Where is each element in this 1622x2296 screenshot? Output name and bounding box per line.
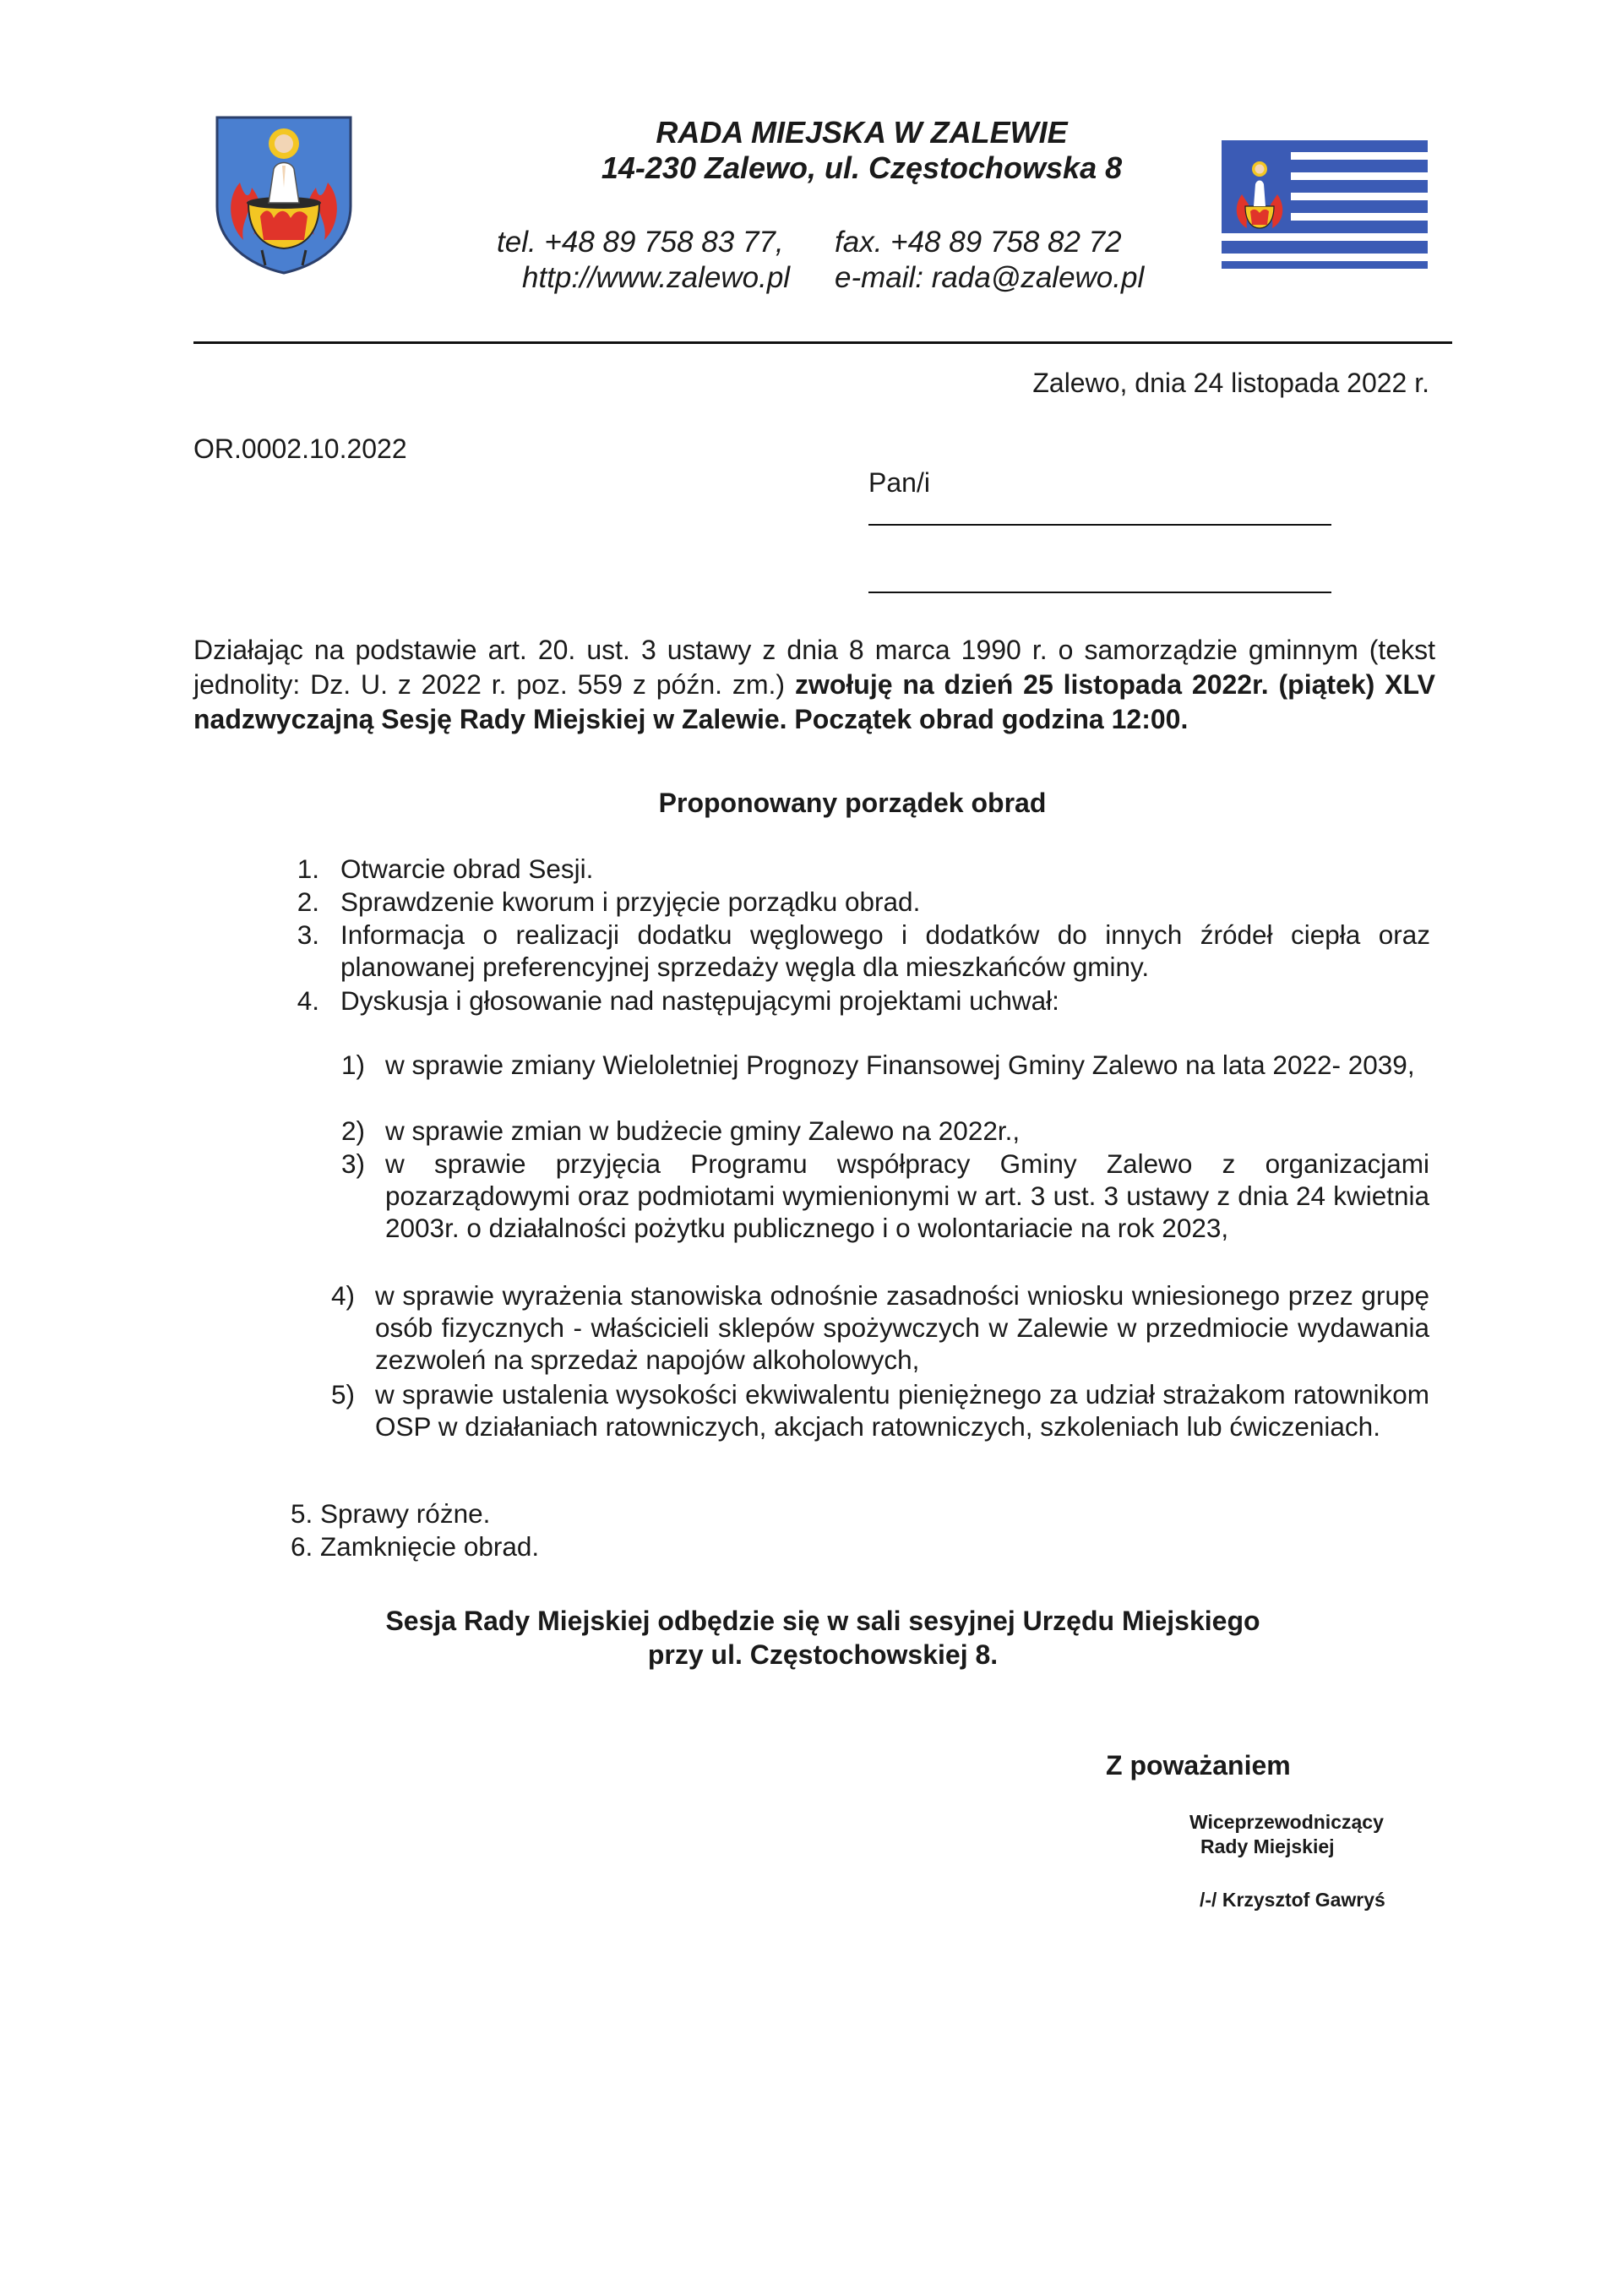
session-location-line-1: Sesja Rady Miejskiej odbędzie się w sali sesyjnej Urzędu Miejskiego	[385, 1606, 1260, 1636]
list-item-number: 3.	[297, 919, 319, 950]
coat-of-arms-emblem	[215, 115, 353, 275]
document-reference-number: OR.0002.10.2022	[193, 434, 407, 464]
website-link: http://www.zalewo.pl	[522, 261, 791, 294]
list-item-text: Dyskusja i głosowanie nad następującymi projektami uchwał:	[340, 985, 1059, 1016]
agenda-title: Proponowany porządek obrad	[658, 788, 1047, 818]
convocation-legal-basis: Działając na podstawie art. 20. ust. 3 ustawy z dnia 8 marca 1990 r. o samorządzie gminnym (tekst jednolity: Dz. U. z 2022 r. poz. 559 z późn. zm.)	[193, 635, 1435, 700]
convocation-paragraph	[193, 633, 1435, 737]
recipient-line-1	[868, 524, 1331, 526]
session-location-line-2: przy ul. Częstochowskiej 8.	[647, 1639, 999, 1670]
email-address: e-mail: rada@zalewo.pl	[835, 261, 1145, 294]
list-item-number: 2)	[340, 1115, 365, 1146]
org-name: RADA MIEJSKA W ZALEWIE	[656, 115, 1068, 150]
phone-number: tel. +48 89 758 83 77,	[497, 226, 784, 259]
list-item-number: 2.	[297, 886, 319, 917]
convocation-session-details: zwołuję na dzień 25 listopada 2022r. (piątek) XLV nadzwyczajną Sesję Rady Miejskiej w Zalewie. Początek obrad godzina 12:00.	[193, 669, 1436, 734]
header-divider	[193, 341, 1452, 344]
list-item-text: w sprawie zmian w budżecie gminy Zalewo na 2022r.,	[385, 1115, 1021, 1146]
municipal-flag-emblem	[1222, 140, 1428, 269]
list-item-number: 4)	[330, 1280, 355, 1311]
list-item-sprawy-rozne: 5. Sprawy różne.	[291, 1498, 491, 1529]
signatory-name: /-/ Krzysztof Gawryś	[1200, 1889, 1385, 1911]
list-item-text: w sprawie zmiany Wieloletniej Prognozy Finansowej Gminy Zalewo na lata 2022- 2039,	[385, 1050, 1415, 1080]
fax-number: fax. +48 89 758 82 72	[835, 226, 1122, 259]
list-item-text: w sprawie ustalenia wysokości ekwiwalentu pieniężnego za udział strażakom ratownikom OSP w działaniach ratowniczych, akcjach ratowniczych, szkoleniach lub ćwiczeniach.	[375, 1379, 1429, 1442]
list-item-number: 1)	[340, 1050, 365, 1080]
document-date: Zalewo, dnia 24 listopada 2022 r.	[1032, 368, 1429, 398]
closing-regards: Z poważaniem	[1106, 1750, 1291, 1781]
list-item-number: 3)	[340, 1148, 365, 1179]
list-item-number: 1.	[297, 854, 319, 884]
org-address: 14-230 Zalewo, ul. Częstochowska 8	[601, 150, 1123, 185]
list-item-zamkniecie: 6. Zamknięcie obrad.	[291, 1531, 540, 1562]
signatory-title-line-1: Wiceprzewodniczący	[1189, 1811, 1384, 1833]
list-item-number: 5)	[330, 1379, 355, 1410]
signatory-title-line-2: Rady Miejskiej	[1200, 1835, 1335, 1857]
list-item-number: 4.	[297, 985, 319, 1016]
recipient-label: Pan/i	[868, 467, 930, 498]
list-item-text: Informacja o realizacji dodatku węglowego i dodatków do innych źródeł ciepła oraz planowanej preferencyjnej sprzedaży węgla dla mieszkańców gminy.	[340, 919, 1430, 982]
list-item-text: Sprawdzenie kworum i przyjęcie porządku obrad.	[340, 886, 921, 917]
list-item-text: Otwarcie obrad Sesji.	[340, 854, 594, 884]
list-item-text: w sprawie wyrażenia stanowiska odnośnie zasadności wniosku wniesionego przez grupę osób fizycznych - właścicieli sklepów spożywczych w Zalewie w przedmiocie wydawania zezwoleń na sprzedaż napojów alkoholowych,	[375, 1280, 1429, 1375]
list-item-text: w sprawie przyjęcia Programu współpracy Gminy Zalewo z organizacjami pozarządowymi oraz podmiotami wymienionymi w art. 3 ust. 3 ustawy z dnia 24 kwietnia 2003r. o działalności pożytku publicznego i o wolontariacie na rok 2023,	[385, 1148, 1429, 1243]
recipient-line-2	[868, 592, 1331, 593]
